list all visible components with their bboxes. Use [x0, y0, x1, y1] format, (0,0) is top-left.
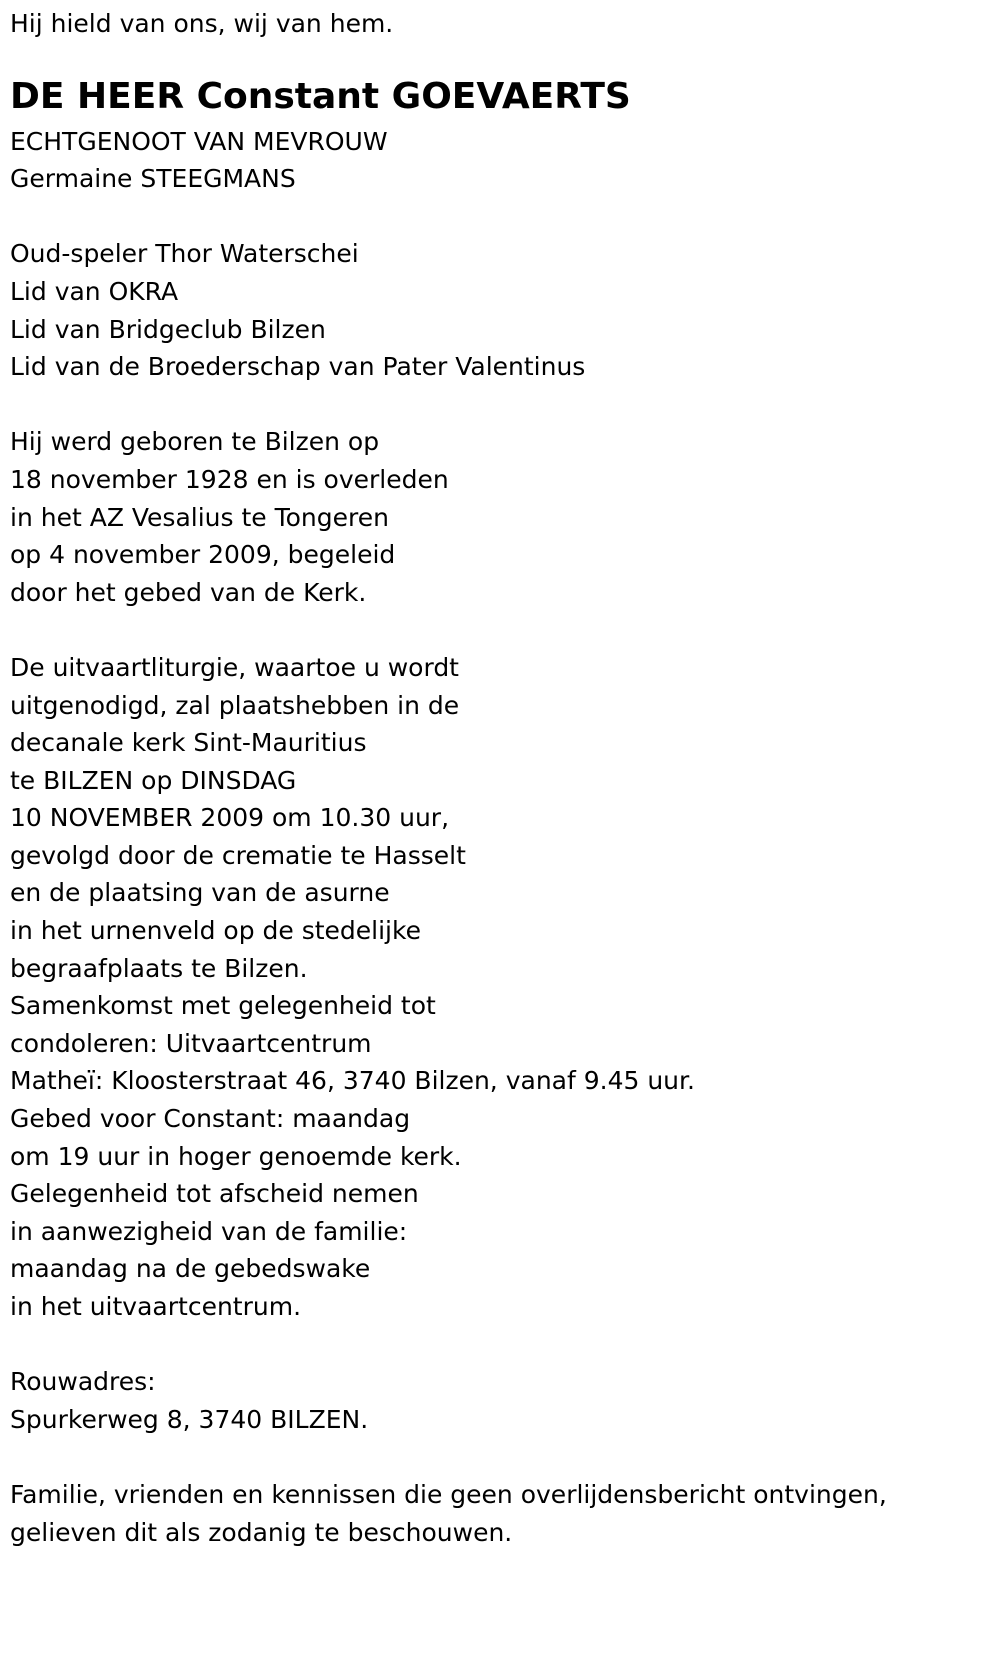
closing-line: Familie, vrienden en kennissen die geen overlijdensbericht ontvingen, [10, 1479, 887, 1509]
funeral-line: decanale kerk Sint-Mauritius [10, 728, 367, 758]
funeral-line: Samenkomst met gelegenheid tot [10, 991, 436, 1021]
funeral-line: Gebed voor Constant: maandag [10, 1104, 411, 1134]
memberships-block [10, 235, 1000, 385]
funeral-line: uitgenodigd, zal plaatshebben in de [10, 690, 460, 720]
funeral-line: in het urnenveld op de stedelijke [10, 916, 421, 946]
funeral-line: te BILZEN op DINSDAG [10, 765, 297, 795]
birth-death-line: op 4 november 2009, begeleid [10, 540, 396, 570]
deceased-name: DE HEER Constant GOEVAERTS [10, 75, 631, 117]
membership-line: Lid van Bridgeclub Bilzen [10, 314, 326, 344]
membership-line: Lid van OKRA [10, 276, 179, 306]
closing-block [10, 1476, 1000, 1551]
obituary-notice [0, 5, 1000, 1675]
funeral-line: 10 NOVEMBER 2009 om 10.30 uur, [10, 803, 450, 833]
funeral-line: gevolgd door de crematie te Hasselt [10, 840, 466, 870]
birth-death-block [10, 423, 1000, 611]
funeral-line: Gelegenheid tot afscheid nemen [10, 1179, 419, 1209]
funeral-line: en de plaatsing van de asurne [10, 878, 390, 908]
funeral-line: in aanwezigheid van de familie: [10, 1216, 408, 1246]
birth-death-line: door het gebed van de Kerk. [10, 577, 367, 607]
funeral-line: condoleren: Uitvaartcentrum [10, 1028, 372, 1058]
birth-death-line: in het AZ Vesalius te Tongeren [10, 502, 389, 532]
membership-line: Lid van de Broederschap van Pater Valentinus [10, 352, 586, 382]
opening-quote: Hij hield van ons, wij van hem. [10, 9, 394, 38]
address-block [10, 1363, 1000, 1438]
funeral-line: in het uitvaartcentrum. [10, 1292, 302, 1321]
address-label: Rouwadres: [10, 1367, 156, 1397]
spouse-line-1: ECHTGENOOT VAN MEVROUW [10, 126, 388, 156]
funeral-line: begraafplaats te Bilzen. [10, 953, 308, 983]
birth-death-line: Hij werd geboren te Bilzen op [10, 427, 380, 457]
spouse-line-2: Germaine STEEGMANS [10, 164, 296, 194]
birth-death-line: 18 november 1928 en is overleden [10, 464, 449, 494]
funeral-line: maandag na de gebedswake [10, 1254, 371, 1284]
membership-line: Oud-speler Thor Waterschei [10, 239, 359, 269]
funeral-line: De uitvaartliturgie, waartoe u wordt [10, 652, 459, 682]
funeral-line: Matheï: Kloosterstraat 46, 3740 Bilzen, vanaf 9.45 uur. [10, 1066, 695, 1096]
funeral-line: om 19 uur in hoger genoemde kerk. [10, 1141, 462, 1171]
address-line: Spurkerweg 8, 3740 BILZEN. [10, 1404, 369, 1434]
funeral-block [10, 649, 1000, 1326]
closing-line: gelieven dit als zodanig te beschouwen. [10, 1517, 513, 1547]
